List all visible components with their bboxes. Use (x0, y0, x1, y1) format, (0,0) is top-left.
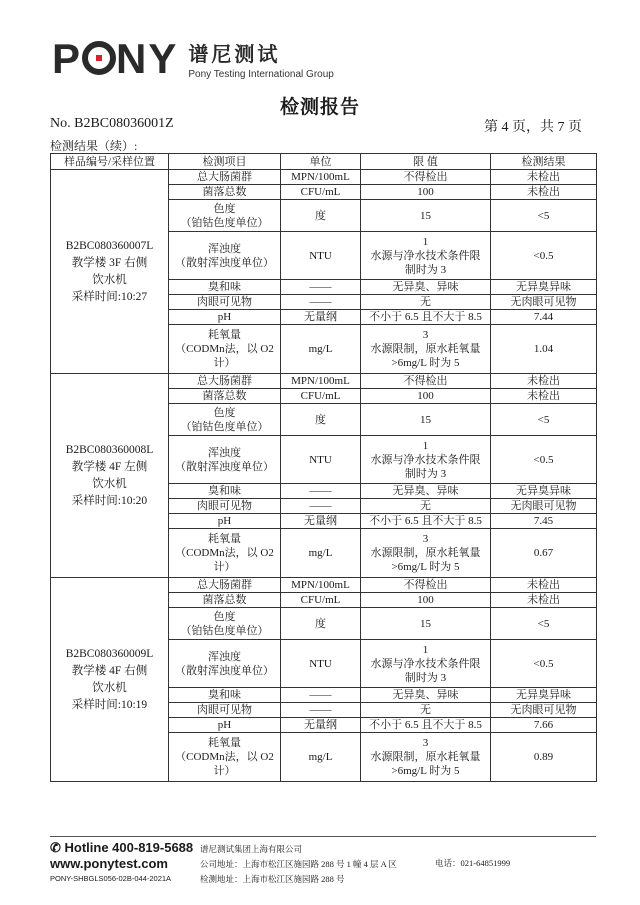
item-text: 臭和味 (208, 281, 241, 293)
result-text: <0.5 (533, 249, 554, 262)
result-cell (491, 688, 597, 703)
item-text: 耗氧量 （CODMn法，以 O2 计） (175, 533, 274, 573)
limit-text: 15 (420, 413, 431, 426)
unit-text: —— (309, 704, 332, 716)
limit-cell (361, 185, 491, 200)
item-text: 肉眼可见物 (197, 296, 252, 308)
unit-cell (281, 733, 361, 782)
result-text: 7.44 (533, 311, 554, 323)
item-text: 臭和味 (208, 689, 241, 701)
logo-letters: NY (116, 35, 179, 82)
logo-letter-p: P (52, 35, 83, 82)
result-cell (491, 578, 597, 593)
item-text: pH (217, 311, 232, 323)
limit-cell (361, 389, 491, 404)
unit-text: mg/L (308, 751, 333, 763)
result-cell (491, 529, 597, 578)
result-text: 0.67 (533, 547, 554, 559)
logo-text (188, 38, 333, 80)
limit-cell (361, 688, 491, 703)
limit-cell (361, 310, 491, 325)
limit-text: 100 (417, 390, 434, 402)
sample-cell (51, 170, 169, 374)
result-cell (491, 185, 597, 200)
unit-cell (281, 608, 361, 640)
unit-cell (281, 436, 361, 484)
result-text: 未检出 (527, 186, 560, 198)
item-cell (169, 232, 281, 280)
limit-cell (361, 514, 491, 529)
result-text: 7.45 (533, 515, 554, 527)
item-cell (169, 200, 281, 232)
limit-text: 无 (420, 704, 431, 716)
report-title: 检测报告 (279, 96, 360, 118)
limit-cell (361, 436, 491, 484)
item-text: 菌落总数 (202, 594, 247, 606)
item-cell (169, 325, 281, 374)
item-text: pH (217, 515, 232, 527)
sample-line: B2BC080360009L (65, 647, 154, 660)
unit-text: 无量纲 (304, 515, 337, 527)
limit-cell (361, 295, 491, 310)
result-text: 无肉眼可见物 (510, 500, 577, 512)
sample-line: 采样时间:10:27 (71, 290, 148, 303)
item-text: 菌落总数 (202, 186, 247, 198)
unit-text: 度 (315, 209, 326, 222)
phone-icon: ✆ (50, 840, 65, 855)
unit-cell (281, 718, 361, 733)
logo-wordmark (52, 35, 179, 82)
result-text: 0.89 (533, 751, 554, 763)
item-text: 总大肠菌群 (197, 171, 252, 183)
item-text: 总大肠菌群 (197, 579, 252, 591)
result-text: 无异臭异味 (516, 485, 571, 497)
result-text: 未检出 (527, 375, 560, 387)
result-cell (491, 593, 597, 608)
item-text: 浑浊度 （散射浑浊度单位） (175, 242, 274, 269)
limit-text: 100 (417, 594, 434, 606)
unit-text: 度 (315, 413, 326, 426)
limit-cell (361, 578, 491, 593)
item-text: 臭和味 (208, 485, 241, 497)
unit-text: mg/L (308, 547, 333, 559)
unit-text: NTU (309, 657, 332, 670)
test-address: 检测地址：上海市松江区施园路 288 号 (200, 874, 345, 884)
unit-cell (281, 170, 361, 185)
item-text: 色度 （铂钴色度单位） (180, 202, 269, 229)
item-cell (169, 310, 281, 325)
result-text: <5 (537, 413, 550, 426)
item-cell (169, 703, 281, 718)
item-text: 肉眼可见物 (197, 704, 252, 716)
company-logo (52, 35, 334, 82)
unit-text: —— (309, 281, 332, 293)
item-cell (169, 295, 281, 310)
limit-text: 3 水源限制，原水耗氧量 >6mg/L 时为 5 (370, 737, 481, 777)
unit-cell (281, 578, 361, 593)
item-cell (169, 608, 281, 640)
limit-text: 100 (417, 186, 434, 198)
item-cell (169, 404, 281, 436)
limit-cell (361, 529, 491, 578)
unit-cell (281, 404, 361, 436)
results-table (50, 153, 597, 782)
unit-cell (281, 185, 361, 200)
item-cell (169, 593, 281, 608)
unit-cell (281, 374, 361, 389)
limit-cell (361, 280, 491, 295)
result-text: 未检出 (527, 390, 560, 402)
limit-cell (361, 232, 491, 280)
unit-cell (281, 688, 361, 703)
table-row (51, 170, 597, 185)
result-cell (491, 608, 597, 640)
unit-text: CFU/mL (300, 390, 341, 402)
result-text: <0.5 (533, 453, 554, 466)
unit-text: NTU (309, 453, 332, 466)
unit-cell (281, 703, 361, 718)
unit-text: —— (309, 296, 332, 308)
item-text: 浑浊度 （散射浑浊度单位） (175, 446, 274, 473)
limit-text: 不小于 6.5 且不大于 8.5 (369, 515, 482, 527)
header-item: 检测项目 (169, 154, 281, 170)
item-cell (169, 718, 281, 733)
limit-text: 无异臭、异味 (392, 281, 459, 293)
result-cell (491, 703, 597, 718)
limit-cell (361, 404, 491, 436)
limit-cell (361, 733, 491, 782)
unit-text: CFU/mL (300, 594, 341, 606)
result-cell (491, 310, 597, 325)
item-cell (169, 733, 281, 782)
limit-text: 无 (420, 296, 431, 308)
unit-text: CFU/mL (300, 186, 341, 198)
result-cell (491, 200, 597, 232)
result-text: <5 (537, 209, 550, 222)
unit-cell (281, 593, 361, 608)
result-text: 无肉眼可见物 (510, 704, 577, 716)
unit-cell (281, 200, 361, 232)
unit-cell (281, 499, 361, 514)
result-cell (491, 436, 597, 484)
item-cell (169, 280, 281, 295)
limit-cell (361, 170, 491, 185)
unit-text: mg/L (308, 343, 333, 355)
header-result: 检测结果 (491, 154, 597, 170)
unit-cell (281, 325, 361, 374)
result-cell (491, 295, 597, 310)
limit-text: 3 水源限制，原水耗氧量 >6mg/L 时为 5 (370, 329, 481, 369)
item-cell (169, 484, 281, 499)
result-text: <5 (537, 617, 550, 630)
footer-doc-number: PONY-SHBGLS056-02B-044-2021A (50, 874, 172, 883)
company-address: 公司地址：上海市松江区施园路 288 号 1 幢 4 层 A 区 (200, 859, 397, 869)
item-cell (169, 170, 281, 185)
sample-line: 饮水机 (92, 681, 127, 694)
item-cell (169, 578, 281, 593)
item-text: 肉眼可见物 (197, 500, 252, 512)
page-info: 第 4 页，共 7 页 (484, 120, 582, 135)
result-cell (491, 374, 597, 389)
hotline-text: Hotline 400-819-5688 (64, 840, 194, 855)
limit-cell (361, 640, 491, 688)
result-text: 1.04 (533, 343, 554, 355)
header-sample: 样品编号/采样位置 (51, 154, 169, 170)
unit-cell (281, 529, 361, 578)
item-text: 色度 （铂钴色度单位） (180, 610, 269, 637)
sample-line: 采样时间:10:19 (71, 698, 148, 711)
result-cell (491, 733, 597, 782)
limit-text: 3 水源限制，原水耗氧量 >6mg/L 时为 5 (370, 533, 481, 573)
result-text: 无异臭异味 (516, 689, 571, 701)
item-cell (169, 529, 281, 578)
result-text: 无肉眼可见物 (510, 296, 577, 308)
sample-line: 教学楼 4F 右侧 (71, 664, 148, 677)
unit-text: 度 (315, 617, 326, 630)
result-text: 未检出 (527, 594, 560, 606)
item-text: 菌落总数 (202, 390, 247, 402)
limit-text: 15 (420, 209, 431, 222)
item-cell (169, 688, 281, 703)
result-cell (491, 170, 597, 185)
item-cell (169, 514, 281, 529)
unit-cell (281, 232, 361, 280)
unit-cell (281, 640, 361, 688)
item-cell (169, 436, 281, 484)
item-text: 色度 （铂钴色度单位） (180, 406, 269, 433)
unit-text: MPN/100mL (291, 579, 350, 591)
table-header-row (51, 154, 597, 170)
result-cell (491, 389, 597, 404)
footer-phone: 电话：021-64851999 (435, 858, 511, 868)
result-cell (491, 484, 597, 499)
company-name: 谱尼测试集团上海有限公司 (200, 844, 303, 854)
unit-cell (281, 389, 361, 404)
limit-text: 1 水源与净水技术条件限 制时为 3 (370, 235, 481, 276)
limit-cell (361, 499, 491, 514)
sample-line: 教学楼 3F 右侧 (71, 256, 148, 269)
sample-line: 饮水机 (92, 273, 127, 286)
item-cell (169, 640, 281, 688)
limit-cell (361, 593, 491, 608)
sample-line: 教学楼 4F 左侧 (71, 460, 148, 473)
limit-text: 不得检出 (403, 579, 448, 591)
unit-text: MPN/100mL (291, 375, 350, 387)
result-cell (491, 718, 597, 733)
limit-text: 无 (420, 500, 431, 512)
item-text: pH (217, 719, 232, 731)
header-limit: 限 值 (361, 154, 491, 170)
sample-line: 饮水机 (92, 477, 127, 490)
unit-text: 无量纲 (304, 719, 337, 731)
footer-website: www.ponytest.com (50, 856, 168, 871)
limit-text: 无异臭、异味 (392, 689, 459, 701)
result-text: 未检出 (527, 171, 560, 183)
unit-cell (281, 310, 361, 325)
item-text: 总大肠菌群 (197, 375, 252, 387)
limit-text: 不小于 6.5 且不大于 8.5 (369, 311, 482, 323)
limit-cell (361, 703, 491, 718)
unit-text: —— (309, 500, 332, 512)
footer-divider (50, 836, 596, 837)
table-row (51, 578, 597, 593)
item-text: 浑浊度 （散射浑浊度单位） (175, 650, 274, 677)
result-cell (491, 325, 597, 374)
footer-hotline (50, 840, 193, 856)
item-cell (169, 499, 281, 514)
limit-text: 15 (420, 617, 431, 630)
item-text: 耗氧量 （CODMn法，以 O2 计） (175, 737, 274, 777)
result-cell (491, 514, 597, 529)
limit-text: 无异臭、异味 (392, 485, 459, 497)
result-cell (491, 232, 597, 280)
limit-text: 1 水源与净水技术条件限 制时为 3 (370, 439, 481, 480)
section-label: 检测结果（续）: (50, 139, 138, 153)
limit-cell (361, 484, 491, 499)
unit-text: NTU (309, 249, 332, 262)
limit-cell (361, 325, 491, 374)
limit-text: 1 水源与净水技术条件限 制时为 3 (370, 643, 481, 684)
sample-cell (51, 374, 169, 578)
unit-text: MPN/100mL (291, 171, 350, 183)
result-cell (491, 640, 597, 688)
result-text: 无异臭异味 (516, 281, 571, 293)
result-text: 7.66 (533, 719, 554, 731)
report-number: No. B2BC08036001Z (50, 116, 174, 131)
limit-cell (361, 718, 491, 733)
sample-line: 采样时间:10:20 (71, 494, 148, 507)
limit-text: 不小于 6.5 且不大于 8.5 (369, 719, 482, 731)
item-text: 耗氧量 （CODMn法，以 O2 计） (175, 329, 274, 369)
limit-cell (361, 200, 491, 232)
result-cell (491, 404, 597, 436)
sample-line: B2BC080360008L (65, 443, 154, 456)
unit-cell (281, 514, 361, 529)
sample-line: B2BC080360007L (65, 239, 154, 252)
unit-text: —— (309, 689, 332, 701)
limit-cell (361, 608, 491, 640)
result-text: 未检出 (527, 579, 560, 591)
result-text: <0.5 (533, 657, 554, 670)
item-cell (169, 389, 281, 404)
footer-company (200, 842, 397, 887)
result-cell (491, 499, 597, 514)
table-row (51, 374, 597, 389)
sample-cell (51, 578, 169, 782)
logo-english-name: Pony Testing International Group (188, 69, 334, 80)
logo-chinese-name: 谱尼测试 (188, 42, 281, 66)
unit-cell (281, 295, 361, 310)
limit-cell (361, 374, 491, 389)
unit-cell (281, 280, 361, 295)
table-body (51, 170, 597, 782)
item-cell (169, 185, 281, 200)
unit-text: —— (309, 485, 332, 497)
unit-text: 无量纲 (304, 311, 337, 323)
limit-text: 不得检出 (403, 171, 448, 183)
item-cell (169, 374, 281, 389)
header-unit: 单位 (281, 154, 361, 170)
limit-text: 不得检出 (403, 375, 448, 387)
result-cell (491, 280, 597, 295)
unit-cell (281, 484, 361, 499)
logo-o-icon (82, 41, 116, 75)
